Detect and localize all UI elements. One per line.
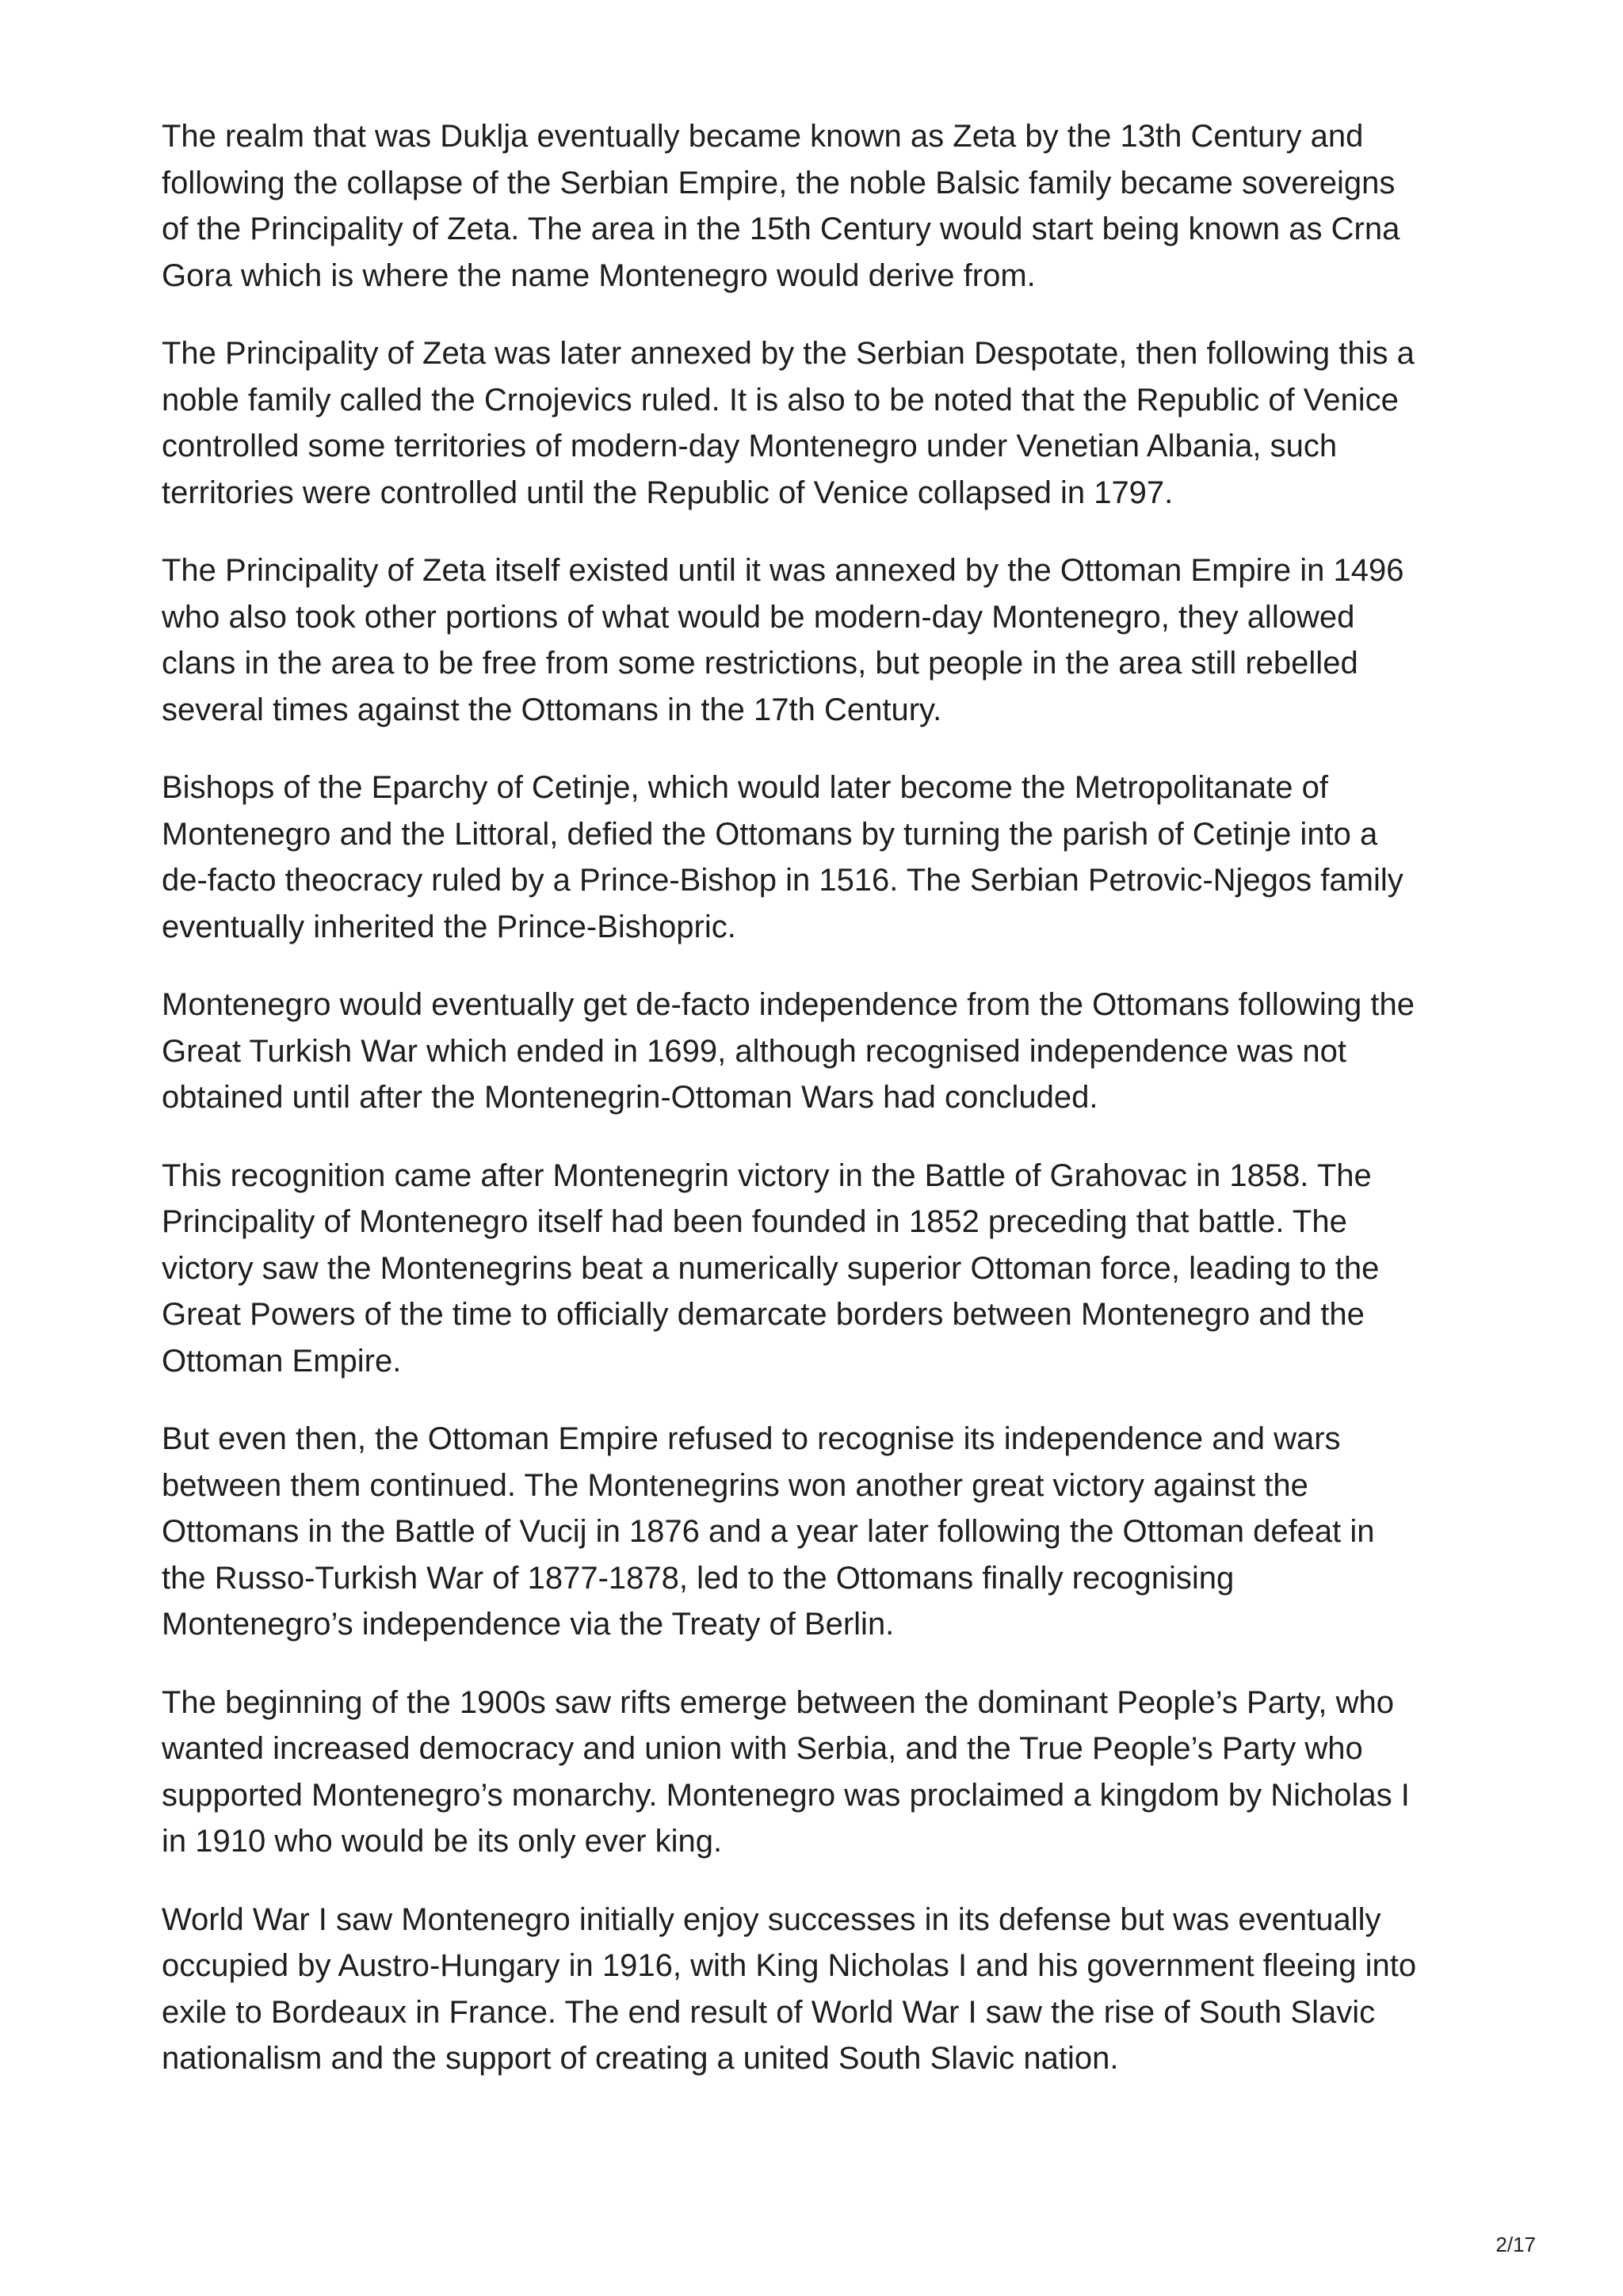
text-line: supported Montenegro’s monarchy. Montenegro was proclaimed a kingdom by Nicholas I	[162, 1777, 1410, 1813]
paragraph	[162, 330, 1493, 516]
text-line: Great Powers of the time to officially demarcate borders between Montenegro and the	[162, 1297, 1365, 1332]
text-line: eventually inherited the Prince-Bishopric.	[162, 909, 736, 944]
paragraph	[162, 1153, 1493, 1385]
text-line: Great Turkish War which ended in 1699, although recognised independence was not	[162, 1033, 1347, 1069]
text-line: The Principality of Zeta itself existed until it was annexed by the Ottoman Empire in 1496	[162, 553, 1404, 588]
text-line: between them continued. The Montenegrins won another great victory against the	[162, 1467, 1308, 1503]
text-line: following the collapse of the Serbian Empire, the noble Balsic family became sovereigns	[162, 165, 1396, 200]
page-number: 2/17	[1495, 2233, 1536, 2256]
text-line: the Russo-Turkish War of 1877-1878, led to the Ottomans finally recognising	[162, 1560, 1235, 1596]
text-line: in 1910 who would be its only ever king.	[162, 1824, 723, 1859]
text-line: But even then, the Ottoman Empire refused to recognise its independence and wars	[162, 1421, 1341, 1456]
text-line: clans in the area to be free from some restrictions, but people in the area still rebelled	[162, 646, 1358, 681]
text-line: obtained until after the Montenegrin-Ottoman Wars had concluded.	[162, 1080, 1098, 1115]
text-line: de-facto theocracy ruled by a Prince-Bishop in 1516. The Serbian Petrovic-Njegos family	[162, 863, 1403, 898]
text-line: Gora which is where the name Montenegro would derive from.	[162, 257, 1036, 293]
text-line: Ottoman Empire.	[162, 1343, 402, 1379]
paragraph	[162, 982, 1493, 1121]
text-line: Montenegro and the Littoral, defied the Ottomans by turning the parish of Cetinje into a	[162, 816, 1378, 852]
text-line: territories were controlled until the Republic of Venice collapsed in 1797.	[162, 475, 1174, 510]
paragraph	[162, 765, 1493, 950]
text-line: who also took other portions of what would be modern-day Montenegro, they allowed	[162, 599, 1355, 635]
text-line: The realm that was Duklja eventually became known as Zeta by the 13th Century and	[162, 119, 1364, 154]
text-line: The Principality of Zeta was later annexed by the Serbian Despotate, then following this a	[162, 336, 1415, 371]
text-line: The beginning of the 1900s saw rifts emerge between the dominant People’s Party, who	[162, 1684, 1395, 1720]
text-line: controlled some territories of modern-day Montenegro under Venetian Albania, such	[162, 429, 1338, 463]
text-line: exile to Bordeaux in France. The end result of World War I saw the rise of South Slavic	[162, 1994, 1376, 2030]
paragraph	[162, 547, 1493, 733]
paragraph	[162, 1416, 1493, 1648]
paragraph	[162, 113, 1493, 299]
text-line: Montenegro would eventually get de-facto independence from the Ottomans following the	[162, 987, 1415, 1022]
text-line: wanted increased democracy and union with Serbia, and the True People’s Party who	[162, 1731, 1363, 1766]
text-line: World War I saw Montenegro initially enjoy successes in its defense but was eventually	[162, 1901, 1381, 1937]
text-line: of the Principality of Zeta. The area in the 15th Century would start being known as Crna	[162, 212, 1400, 246]
text-line: Principality of Montenegro itself had been founded in 1852 preceding that battle. The	[162, 1204, 1347, 1239]
text-line: Ottomans in the Battle of Vucij in 1876 and a year later following the Ottoman defeat in	[162, 1514, 1375, 1549]
paragraph	[162, 1897, 1493, 2082]
text-line: occupied by Austro-Hungary in 1916, with King Nicholas I and his government fleeing into	[162, 1948, 1417, 1983]
text-line: Bishops of the Eparchy of Cetinje, which would later become the Metropolitanate of	[162, 770, 1328, 805]
text-line: This recognition came after Montenegrin victory in the Battle of Grahovac in 1858. The	[162, 1158, 1372, 1193]
text-line: noble family called the Crnojevics ruled. It is also to be noted that the Republic of Venice	[162, 382, 1399, 418]
paragraph	[162, 1680, 1493, 1865]
text-line: victory saw the Montenegrins beat a numerically superior Ottoman force, leading to the	[162, 1250, 1380, 1286]
article-body	[162, 113, 1493, 2114]
text-line: nationalism and the support of creating a united South Slavic nation.	[162, 2041, 1119, 2076]
text-line: several times against the Ottomans in the 17th Century.	[162, 692, 942, 727]
text-line: Montenegro’s independence via the Treaty of Berlin.	[162, 1607, 895, 1642]
